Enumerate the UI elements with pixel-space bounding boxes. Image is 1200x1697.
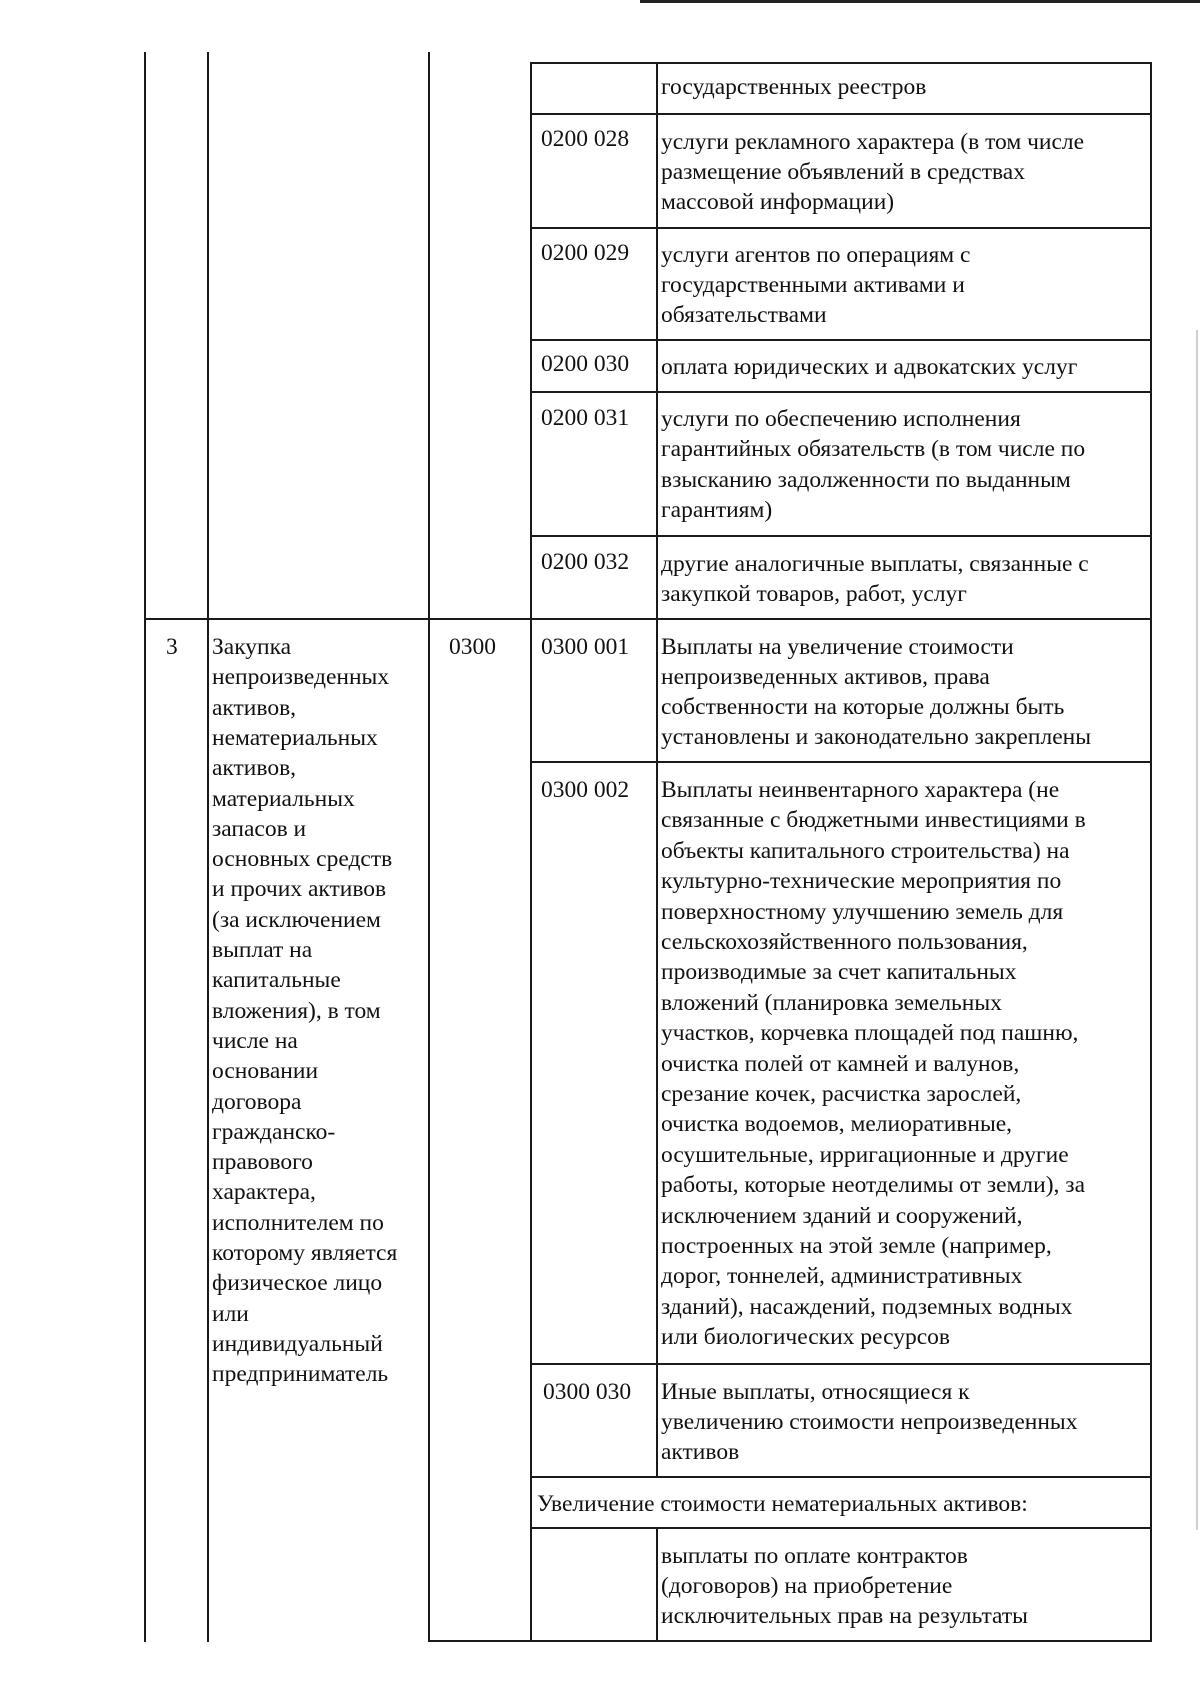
section-name-line: индивидуальный bbox=[212, 1330, 383, 1357]
section-name-line: или bbox=[212, 1300, 249, 1327]
row-description: участков, корчевка площадей под пашню, bbox=[661, 1020, 1079, 1047]
row-description: Иные выплаты, относящиеся к bbox=[661, 1379, 970, 1405]
row-description: непроизведенных активов, права bbox=[661, 664, 990, 690]
row-description: государственных реестров bbox=[661, 74, 927, 100]
table-col-divider-group bbox=[530, 62, 532, 1642]
section-name-line: основании bbox=[212, 1058, 319, 1085]
section-name-line: (за исключением bbox=[212, 906, 381, 933]
table-col-divider-code-upper bbox=[656, 62, 658, 1478]
row-description: поверхностному улучшению земель для bbox=[661, 898, 1064, 925]
row-description: установлены и законодательно закреплены bbox=[661, 724, 1091, 750]
row-code: 0300 001 bbox=[541, 634, 630, 660]
section-name-line: исполнителем по bbox=[212, 1209, 384, 1236]
section-name-line: основных средств bbox=[212, 846, 393, 873]
row-description: собственности на которые должны быть bbox=[661, 694, 1065, 720]
row-description: (договоров) на приобретение bbox=[661, 1573, 953, 1599]
row-line bbox=[530, 1476, 1151, 1478]
row-description: Выплаты на увеличение стоимости bbox=[661, 634, 1014, 660]
table-col-divider-name bbox=[428, 52, 430, 1642]
section-name-line: гражданско- bbox=[212, 1118, 336, 1145]
row-description: зданий), насаждений, подземных водных bbox=[661, 1293, 1073, 1320]
row-line bbox=[530, 535, 1151, 537]
section-name-line: характера, bbox=[212, 1179, 316, 1206]
row-description: Выплаты неинвентарного характера (не bbox=[661, 777, 1060, 803]
row-description: оплата юридических и адвокатских услуг bbox=[661, 354, 1078, 380]
section-name-line: запасов и bbox=[212, 815, 307, 842]
row-description: активов bbox=[661, 1439, 740, 1465]
section-line bbox=[144, 618, 1151, 620]
row-description: вложений (планировка земельных bbox=[661, 989, 1002, 1016]
row-description: очистка водоемов, мелиоративные, bbox=[661, 1111, 1013, 1138]
section-name-line: Закупка bbox=[212, 634, 292, 660]
table-bottom-line bbox=[428, 1640, 1151, 1642]
row-description: связанные с бюджетными инвестициями в bbox=[661, 807, 1086, 834]
section-name-line: числе на bbox=[212, 1027, 298, 1054]
row-description: построенных на этой земле (например, bbox=[661, 1233, 1052, 1259]
row-line bbox=[530, 391, 1151, 393]
scan-edge-right bbox=[1196, 330, 1198, 1530]
row-description: закупкой товаров, работ, услуг bbox=[661, 581, 967, 607]
row-line bbox=[530, 339, 1151, 341]
row-description: услуги рекламного характера (в том числе bbox=[661, 129, 1085, 155]
section-name-line: материальных bbox=[212, 785, 355, 812]
row-description: культурно-технические мероприятия по bbox=[661, 868, 1062, 895]
row-description: срезание кочек, расчистка зарослей, bbox=[661, 1081, 1022, 1107]
row-description: выплаты по оплате контрактов bbox=[661, 1543, 968, 1569]
row-code: 0300 030 bbox=[543, 1379, 632, 1405]
table-col-divider-code-lower bbox=[656, 1528, 658, 1642]
section-name-line: активов, bbox=[212, 755, 297, 782]
row-description: размещение объявлений в средствах bbox=[661, 159, 1025, 185]
section-name-line: непроизведенных bbox=[212, 664, 390, 691]
section-name-line: правового bbox=[212, 1149, 313, 1176]
row-line bbox=[530, 761, 1151, 763]
row-description: взысканию задолженности по выданным bbox=[661, 467, 1071, 493]
row-description: объекты капитального строительства) на bbox=[661, 837, 1070, 864]
row-description: очистка полей от камней и валунов, bbox=[661, 1050, 1020, 1077]
row-line bbox=[530, 113, 1151, 115]
section-name-line: вложения), в том bbox=[212, 997, 381, 1024]
row-code: 0200 028 bbox=[541, 126, 630, 152]
table-border-right bbox=[1150, 62, 1152, 1642]
row-code: 0200 029 bbox=[541, 240, 630, 266]
section-name-line: нематериальных bbox=[212, 724, 378, 751]
row-description: осушительные, ирригационные и другие bbox=[661, 1141, 1069, 1168]
row-description: обязательствами bbox=[661, 302, 827, 328]
section-name-line: и прочих активов bbox=[212, 876, 387, 903]
row-description: другие аналогичные выплаты, связанные с bbox=[661, 551, 1089, 577]
section-name-line: которому является bbox=[212, 1240, 398, 1266]
row-description: работы, которые неотделимы от земли), за bbox=[661, 1172, 1085, 1199]
section-name-line: договора bbox=[212, 1088, 302, 1115]
row-description: услуги по обеспечению исполнения bbox=[661, 406, 1021, 432]
row-code: 0200 031 bbox=[541, 405, 630, 431]
scan-edge-top bbox=[640, 0, 1200, 3]
row-description: увеличению стоимости непроизведенных bbox=[661, 1409, 1078, 1435]
row-line bbox=[530, 227, 1151, 229]
row-description: дорог, тоннелей, административных bbox=[661, 1263, 1023, 1290]
row-line bbox=[530, 62, 1151, 64]
row-description: производимые за счет капитальных bbox=[661, 959, 1017, 986]
section-number: 3 bbox=[166, 634, 178, 660]
row-line bbox=[530, 1363, 1151, 1365]
section-name-line: предприниматель bbox=[212, 1361, 389, 1388]
row-code: 0200 030 bbox=[541, 351, 630, 377]
section-name-line: выплат на bbox=[212, 937, 313, 963]
row-description: гарантийных обязательств (в том числе по bbox=[661, 436, 1086, 462]
section-name-line: физическое лицо bbox=[212, 1270, 383, 1297]
row-description: массовой информации) bbox=[661, 189, 895, 215]
row-code: 0300 002 bbox=[541, 777, 630, 803]
row-description: исключительных прав на результаты bbox=[661, 1603, 1028, 1629]
section-name-line: капитальные bbox=[212, 967, 341, 994]
row-description: услуги агентов по операциям с bbox=[661, 242, 971, 268]
row-description: или биологических ресурсов bbox=[661, 1324, 950, 1351]
table-col-divider-num bbox=[207, 52, 209, 1642]
row-description: исключением зданий и сооружений, bbox=[661, 1202, 1023, 1229]
row-description: гарантиям) bbox=[661, 497, 773, 523]
table-border-left bbox=[144, 52, 146, 1642]
row-code: 0200 032 bbox=[541, 549, 630, 575]
row-description: государственными активами и bbox=[661, 272, 965, 298]
row-description: сельскохозяйственного пользования, bbox=[661, 929, 1028, 955]
section-name-line: активов, bbox=[212, 694, 297, 721]
row-line bbox=[530, 1527, 1151, 1529]
section-group-code: 0300 bbox=[449, 634, 496, 660]
subsection-header: Увеличение стоимости нематериальных активов: bbox=[537, 1491, 1028, 1517]
